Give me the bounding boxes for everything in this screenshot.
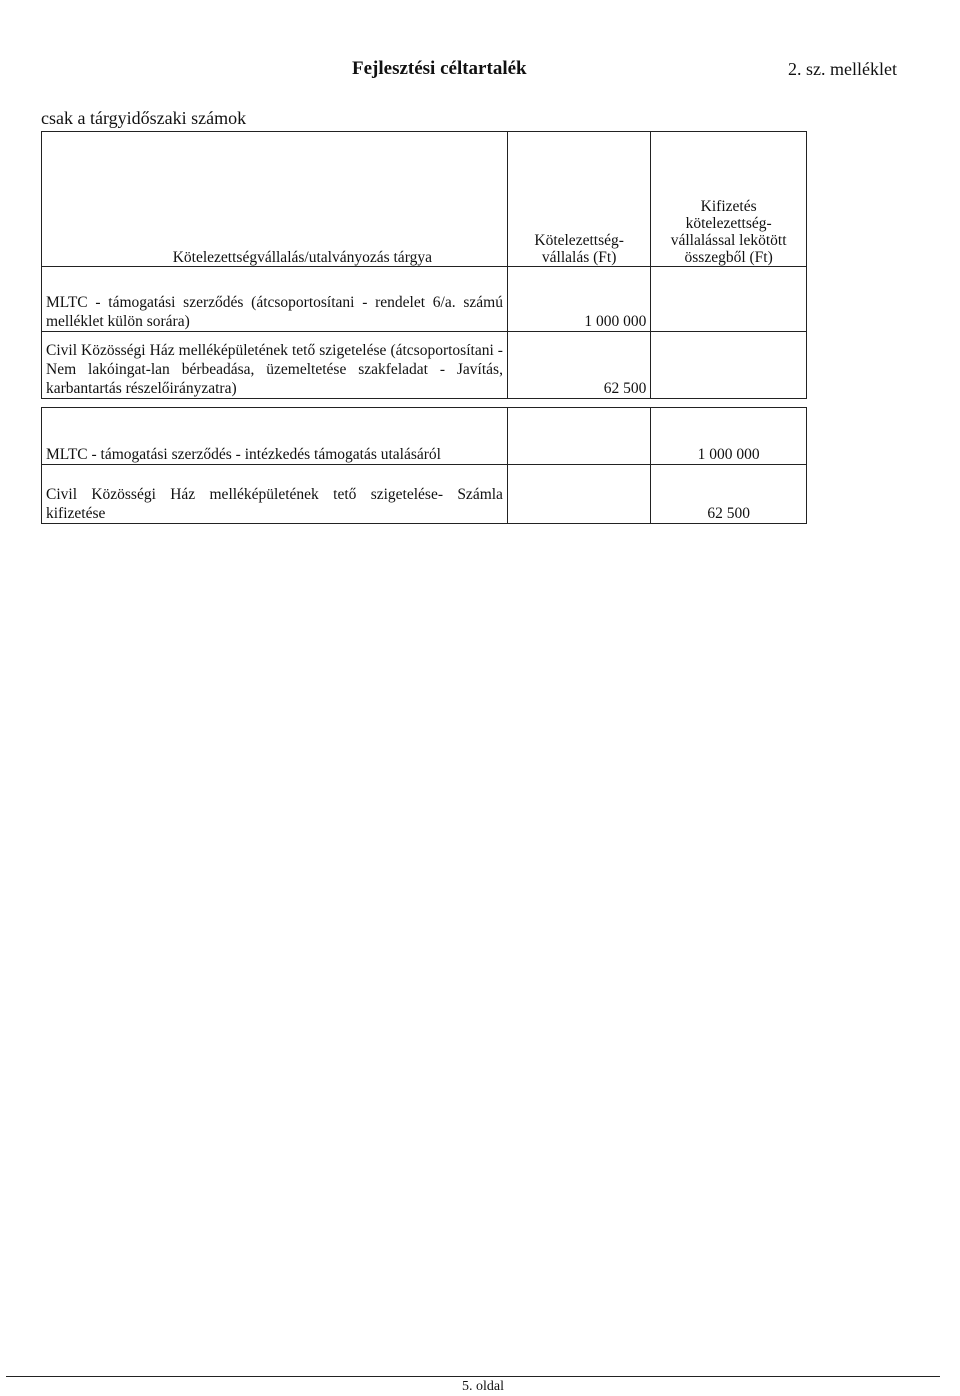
column-header-payment: Kifizetés kötelezettség- vállalással lekötött összegből (Ft) [651,132,807,267]
row-subject: MLTC - támogatási szerződés - intézkedés támogatás utalásáról [42,408,508,465]
table-row [42,332,807,399]
table-row [42,408,807,465]
table-header-row [42,132,807,267]
footer-divider [6,1376,940,1377]
table-gap [42,399,807,408]
reserve-table [41,131,807,524]
row-payment [651,332,807,399]
page-number: 5. oldal [462,1379,504,1394]
row-payment: 1 000 000 [651,408,807,465]
row-subject: MLTC - támogatási szerződés (átcsoportosítani - rendelet 6/a. számú melléklet külön sorára) [42,267,508,332]
table-row [42,267,807,332]
row-payment: 62 500 [651,465,807,524]
document-title: Fejlesztési céltartalék [352,58,527,79]
document-subtitle: csak a tárgyidőszaki számok [41,108,247,128]
row-subject: Civil Közösségi Ház melléképületének tető szigetelése- Számla kifizetése [42,465,508,524]
row-commitment: 62 500 [507,332,650,399]
column-header-commitment: Kötelezettség- vállalás (Ft) [507,132,650,267]
table-row [42,465,807,524]
row-commitment [507,408,650,465]
column-header-subject: Kötelezettségvállalás/utalványozás tárgya [42,132,508,267]
row-commitment: 1 000 000 [507,267,650,332]
row-payment [651,267,807,332]
row-commitment [507,465,650,524]
row-subject: Civil Közösségi Ház melléképületének tető szigetelése (átcsoportosítani - Nem lakóingat-lan bérbeadása, üzemeltetése szakfeladat - Javítás, karbantartás részelőirányzatra) [42,332,508,399]
annex-label: 2. sz. melléklet [788,59,897,79]
